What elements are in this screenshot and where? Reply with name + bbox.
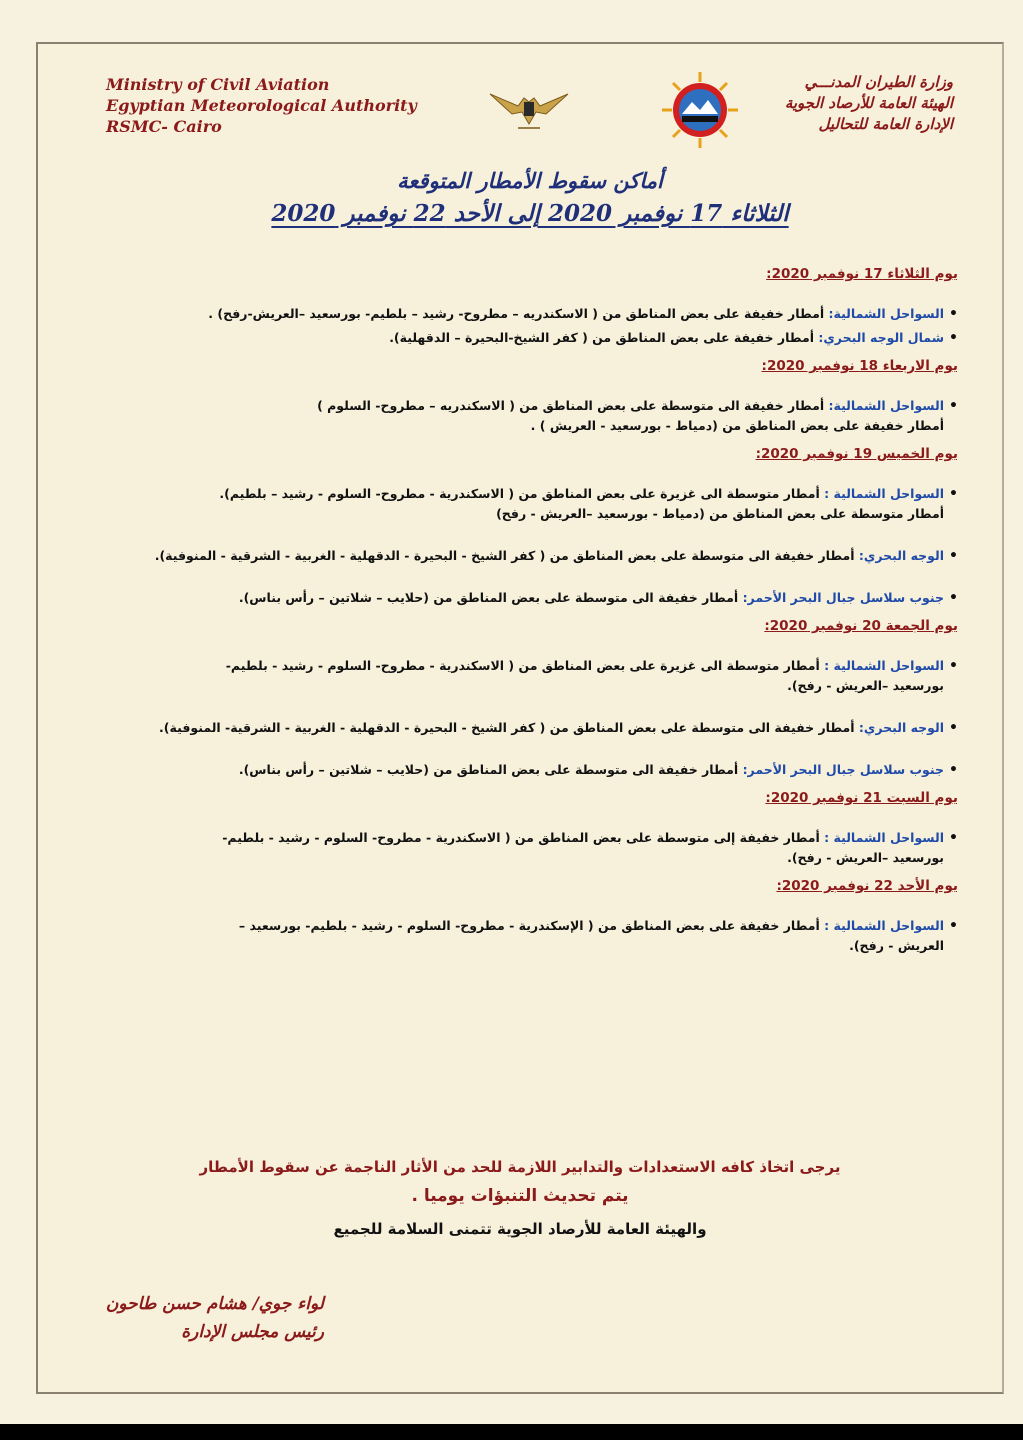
forecast-text-cont: العريش - رفح).	[849, 938, 944, 953]
forecast-item	[80, 916, 958, 956]
day-heading: يوم الخميس 19 نوفمبر 2020:	[755, 446, 958, 462]
signature-title: رئيس مجلس الإدارة	[181, 1322, 324, 1342]
header-ar-department: الإدارة العامة للتحاليل	[818, 115, 953, 133]
header-en-authority: Egyptian Meteorological Authority	[106, 96, 417, 115]
region-label: السواحل الشمالية:	[828, 398, 944, 413]
bullet-icon: •	[949, 306, 958, 322]
header-ar-authority: الهيئة العامة للأرصاد الجوية	[784, 94, 953, 112]
forecast-text: أمطار خفيفة الى متوسطة على بعض المناطق من ( الاسكندريه – مطروح- السلوم )	[317, 398, 829, 413]
region-label: الوجه البحري:	[858, 548, 944, 563]
eagle-emblem-icon	[488, 84, 570, 132]
bottom-bar	[0, 1424, 1023, 1440]
forecast-text: أمطار خفيفة الى متوسطة على بعض المناطق من ( كفر الشيخ - البحيرة - الدقهلية - الغربية - الشرقية - المنوفية).	[154, 548, 859, 563]
forecast-item	[80, 484, 958, 524]
forecast-item	[80, 396, 958, 436]
bullet-icon: •	[949, 590, 958, 606]
forecast-item	[80, 828, 958, 868]
header-en-ministry: Ministry of Civil Aviation	[106, 75, 330, 94]
bullet-icon: •	[949, 762, 958, 778]
forecast-text-cont: بورسعيد –العريش - رفح).	[787, 850, 944, 865]
bullet-icon: •	[949, 918, 958, 934]
document-title: أماكن سقوط الأمطار المتوقعة	[397, 168, 663, 193]
header-ar-ministry: وزارة الطيران المدنـــي	[804, 73, 953, 91]
region-label: الوجه البحري:	[858, 720, 944, 735]
forecast-text: أمطار خفيفة الى متوسطة على بعض المناطق من (حلايب – شلاتين – رأس بناس).	[238, 762, 743, 777]
bullet-icon: •	[949, 830, 958, 846]
meteorological-authority-logo-icon	[660, 70, 740, 150]
forecast-text: أمطار خفيفة الى متوسطة على بعض المناطق من ( كفر الشيخ - البحيرة - الدقهلية - الغربية - الشرقية- المنوفية).	[159, 720, 859, 735]
bullet-icon: •	[949, 720, 958, 736]
day-heading: يوم السبت 21 نوفمبر 2020:	[765, 790, 958, 806]
region-label: السواحل الشمالية :	[824, 658, 944, 673]
forecast-text-cont: أمطار خفيفة على بعض المناطق من (دمياط - بورسعيد - العريش ) .	[530, 418, 944, 433]
forecast-text: أمطار خفيفة إلى متوسطة على بعض المناطق من ( الاسكندرية - مطروح- السلوم - رشيد - بلطيم-	[222, 830, 825, 845]
forecast-text: أمطار خفيفة على بعض المناطق من ( الإسكندرية - مطروح- السلوم - رشيد - بلطيم- بورسعيد –	[238, 918, 825, 933]
day-heading: يوم الأحد 22 نوفمبر 2020:	[776, 878, 958, 894]
forecast-text: أمطار خفيفة على بعض المناطق من ( الاسكندريه – مطروح- رشيد – بلطيم- بورسعيد –العريش-رفح) .	[208, 306, 829, 321]
region-label: جنوب سلاسل جبال البحر الأحمر:	[742, 590, 944, 605]
region-label: السواحل الشمالية :	[824, 918, 944, 933]
region-label: جنوب سلاسل جبال البحر الأحمر:	[742, 762, 944, 777]
signature-name: لواء جوي/ هشام حسن طاحون	[105, 1294, 324, 1314]
forecast-item	[80, 328, 958, 348]
bullet-icon: •	[949, 486, 958, 502]
bullet-icon: •	[949, 330, 958, 346]
header-arabic	[785, 72, 953, 135]
forecast-item	[80, 760, 958, 780]
forecast-text: أمطار خفيفة الى متوسطة على بعض المناطق من (حلايب – شلاتين – رأس بناس).	[238, 590, 743, 605]
bullet-icon: •	[949, 658, 958, 674]
forecast-item	[80, 546, 958, 566]
closing-advice: يرجى اتخاذ كافه الاستعدادات والتدابير اللازمة للحد من الأثار الناجمة عن سقوط الأمطار	[199, 1158, 841, 1176]
forecast-item	[80, 304, 958, 324]
closing-update-note: يتم تحديث التنبؤات يوميا .	[411, 1186, 629, 1206]
day-heading: يوم الثلاثاء 17 نوفمبر 2020:	[766, 266, 958, 282]
region-label: السواحل الشمالية:	[828, 306, 944, 321]
forecast-text-cont: بورسعيد –العريش - رفح).	[787, 678, 944, 693]
region-label: شمال الوجه البحري:	[818, 330, 944, 345]
header-english	[106, 74, 417, 137]
document-date-range: الثلاثاء 17 نوفمبر 2020 إلى الأحد 22 نوفمبر 2020	[271, 200, 789, 227]
region-label: السواحل الشمالية :	[824, 830, 944, 845]
closing-wishes: والهيئة العامة للأرصاد الجوية تتمنى السلامة للجميع	[333, 1220, 707, 1238]
forecast-item	[80, 718, 958, 738]
region-label: السواحل الشمالية :	[824, 486, 944, 501]
forecast-item	[80, 656, 958, 696]
forecast-text-cont: أمطار متوسطة على بعض المناطق من (دمياط - بورسعيد –العريش - رفح)	[496, 506, 944, 521]
forecast-item	[80, 588, 958, 608]
forecast-content	[80, 256, 958, 960]
day-heading: يوم الجمعة 20 نوفمبر 2020:	[764, 618, 958, 634]
forecast-text: أمطار متوسطة الى غزيرة على بعض المناطق من ( الاسكندرية - مطروح- السلوم - رشيد - بلطيم-	[225, 658, 825, 673]
forecast-text: أمطار خفيفة على بعض المناطق من ( كفر الشيخ-البحيرة – الدقهلية).	[389, 330, 819, 345]
bullet-icon: •	[949, 548, 958, 564]
forecast-text: أمطار متوسطة الى غزيرة على بعض المناطق من ( الاسكندرية - مطروح- السلوم - رشيد – بلطيم).	[219, 486, 825, 501]
header-en-rsmc: RSMC- Cairo	[106, 117, 222, 136]
day-heading: يوم الاربعاء 18 نوفمبر 2020:	[761, 358, 958, 374]
bullet-icon: •	[949, 398, 958, 414]
